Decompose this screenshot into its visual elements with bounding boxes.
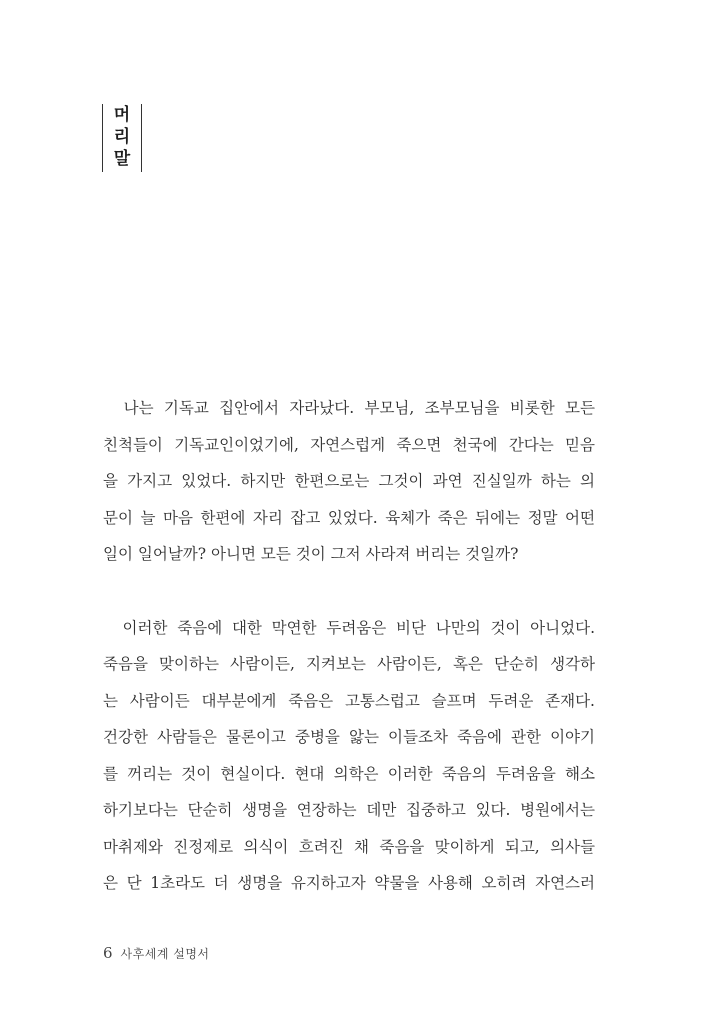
text-line: 을 가지고 있었다. 하지만 한편으로는 그것이 과연 진실일까 하는 의 (103, 472, 595, 490)
paragraph-gap (103, 573, 595, 610)
chapter-title (102, 104, 142, 172)
page-footer (103, 944, 210, 962)
title-char: 말 (113, 149, 131, 169)
text-line: 마취제와 진정제로 의식이 흐려진 채 죽음을 맞이하게 되고, 의사들 (103, 837, 595, 856)
text-line: 는 사람이든 대부분에게 죽음은 고통스럽고 슬프며 두려운 존재다. (103, 691, 595, 710)
text-line: 를 꺼리는 것이 현실이다. 현대 의학은 이러한 죽음의 두려움을 해소 (103, 764, 595, 783)
body-text (103, 390, 595, 902)
text-line: 일이 일어날까? 아니면 모든 것이 그저 사라져 버리는 것일까? (103, 545, 519, 563)
text-line: 나는 기독교 집안에서 자라났다. 부모님, 조부모님을 비롯한 모든 (103, 399, 595, 417)
chapter-title-text (103, 104, 141, 170)
title-char: 머 (113, 105, 131, 125)
text-line: 하기보다는 단순히 생명을 연장하는 데만 집중하고 있다. 병원에서는 (103, 801, 595, 819)
text-line: 친척들이 기독교인이었기에, 자연스럽게 죽으면 천국에 간다는 믿음 (103, 435, 595, 454)
paragraph (103, 390, 595, 573)
page-number: 6 (103, 944, 113, 962)
text-line: 문이 늘 마음 한편에 자리 잡고 있었다. 육체가 죽은 뒤에는 정말 어떤 (103, 508, 595, 527)
text-line: 죽음을 맞이하는 사람이든, 지켜보는 사람이든, 혹은 단순히 생각하 (103, 655, 595, 673)
book-title: 사후세계 설명서 (120, 947, 210, 961)
title-char: 리 (113, 127, 131, 147)
text-line: 은 단 1초라도 더 생명을 유지하고자 약물을 사용해 오히려 자연스러 (103, 874, 595, 892)
paragraph (103, 610, 595, 902)
text-line: 이러한 죽음에 대한 막연한 두려움은 비단 나만의 것이 아니었다. (103, 618, 595, 637)
text-line: 건강한 사람들은 물론이고 중병을 앓는 이들조차 죽음에 관한 이야기 (103, 728, 595, 746)
